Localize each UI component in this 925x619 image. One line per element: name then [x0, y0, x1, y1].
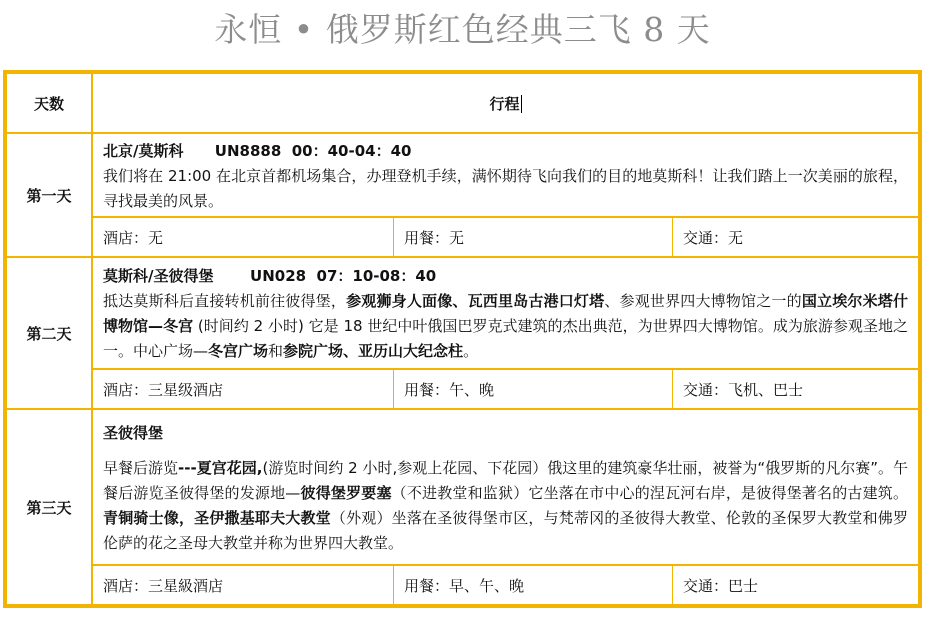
meal-info: 用餐：午、晚: [394, 370, 673, 408]
day-row: [6, 133, 919, 217]
day-label: 第二天: [26, 324, 72, 343]
text-cursor: [521, 95, 522, 113]
flight-info: 北京/莫斯科 UN8888 00：40-04：40: [103, 141, 412, 160]
day-description: 我们将在 21:00 在北京首都机场集合，办理登机手续，满怀期待飞向我们的目的地莫斯科！让我们踏上一次美丽的旅程，寻找最美的风景。: [103, 166, 908, 210]
day-description: 抵达莫斯科后直接转机前往彼得堡，参观狮身人面像、瓦西里岛古港口灯塔、参观世界四大博物馆之一的国立埃尔米塔什博物馆—冬宫 (时间约 2 小时) 它是 18 世纪中叶俄国巴罗克式建筑的杰出典范，为世界四大博物馆。成为旅游参观圣地之一。中心广场—冬宫广场和参院广场、亚历山大纪念柱。: [103, 292, 908, 360]
day-label-cell: [6, 133, 92, 257]
day-detail[interactable]: [92, 257, 919, 369]
transport-info: 交通：飞机、巴士: [683, 380, 804, 399]
header-day: [6, 73, 92, 133]
itinerary-table: [3, 70, 922, 608]
table-header-row: [6, 73, 919, 133]
day-info-row: [6, 217, 919, 257]
day-row: [6, 409, 919, 565]
day-description: 早餐后游览---夏宫花园,(游览时间约 2 小时,参观上花园、下花园）俄这里的建筑豪华壮丽，被誉为“俄罗斯的凡尔赛”。午餐后游览圣彼得堡的发源地—彼得堡罗要塞（不进教堂和监狱）它坐落在市中心的涅瓦河右岸，是彼得堡著名的古建筑。青铜骑士像，圣伊撒基耶夫大教堂（外观）坐落在圣彼得堡市区，与梵蒂冈的圣彼得大教堂、伦敦的圣保罗大教堂和佛罗伦萨的花之圣母大教堂并称为世界四大教堂。: [103, 458, 908, 552]
day-detail[interactable]: [92, 133, 919, 217]
day-label: 第一天: [26, 186, 72, 205]
day-info-row: [6, 369, 919, 409]
day-label-cell: [6, 409, 92, 605]
flight-info: 莫斯科/圣彼得堡 UN028 07：10-08：40: [103, 267, 437, 285]
meal-info: 用餐：早、午、晚: [394, 566, 673, 604]
transport-info: 交通：巴士: [683, 576, 759, 595]
page-title: 永恒 • 俄罗斯红色经典三飞 8 天: [214, 10, 711, 49]
hotel-info: 酒店：三星級酒店: [93, 566, 394, 604]
header-trip[interactable]: [92, 73, 919, 133]
location-title: 圣彼得堡: [103, 423, 164, 442]
day-info: [92, 565, 919, 605]
hotel-info: 酒店：无: [93, 218, 394, 256]
header-trip-label: 行程: [489, 94, 520, 113]
meal-info: 用餐：无: [394, 218, 673, 256]
hotel-info: 酒店：三星级酒店: [93, 370, 394, 408]
day-detail[interactable]: [92, 409, 919, 565]
day-label: 第三天: [26, 498, 72, 517]
day-info: [92, 369, 919, 409]
day-info: [92, 217, 919, 257]
day-info-row: [6, 565, 919, 605]
day-row: [6, 257, 919, 369]
transport-info: 交通：无: [683, 228, 744, 247]
day-label-cell: [6, 257, 92, 409]
header-day-label: 天数: [33, 94, 64, 113]
